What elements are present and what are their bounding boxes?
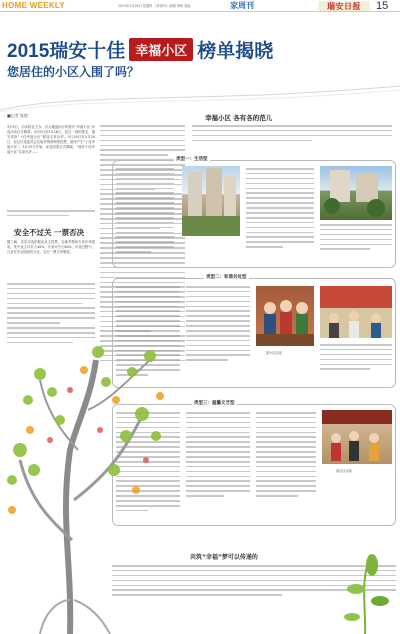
panel-title: 幸福小区 各有各的范儿 [205,114,273,122]
headline-part1: 2015瑞安十佳 [7,40,126,62]
type1-label: 类型一：生活型 [176,157,208,162]
headline [7,36,273,62]
type1-text-left [116,168,174,258]
intro-paragraph: 3月9日，由本报社主办、各大楼盘协办的瑞安“幸福小区”评选活动拉开帷幕。3月9日至3月16日，经过一周的报名，瑞安首批“十佳幸福小区”候选名单出炉。3月18日至3月20日，经过评选委员会实地考察和网络投票，最终产生“十佳幸福小区”。3月23日开始，评选结果正式揭晓，“瑞安十佳幸福小区”名单出炉…… [7,125,95,154]
type3-label: 类型三：温馨文艺型 [194,401,235,406]
type1-text-mid [246,168,314,258]
section-title: 家周刊 [230,1,254,10]
newspaper-masthead: 瑞安日报 [318,1,370,11]
type3-caption: 某社区活动 [336,469,352,473]
type2-text-mid [186,286,250,382]
section-label: HOME WEEKLY [2,1,66,10]
subtitle: 您居住的小区入围了吗？ [7,65,140,79]
type2-text-right [320,344,392,382]
swirl-decoration [0,82,400,112]
intro-text-lines [7,210,95,220]
type2-activity-photo [256,286,314,346]
type2-caption: 某小区活动 [266,351,282,355]
leaf-decoration [330,545,400,634]
date-line: 2015年3月26日 星期四 《家周刊》编辑 审核 美编 [118,4,191,8]
section-heading: 安全不过关 一票否决 [14,228,85,237]
byline: ■记者 陈艳 [7,113,29,118]
bottom-title: 共筑“幸福”梦可以传递的 [190,554,258,561]
type1-building-photo [182,166,240,236]
type2-community-photo [320,286,392,338]
page-number: 15 [376,0,389,12]
type3-event-photo [322,410,392,464]
type1-text-right [320,224,392,262]
headline-badge: 幸福小区 [129,38,193,61]
type3-text-right [256,412,316,520]
panel-intro-lines [192,125,392,149]
type2-label: 类型二：和谐共处型 [206,275,247,280]
headline-part2: 榜单揭晓 [197,40,274,62]
page-header [0,0,400,12]
type3-text-mid [186,412,250,520]
section2-paragraph: 据了解，本次评选依据由业主投票、实地考察和专家评审组成，其中业主评价占40%，专家评分占60%。评选过程中，凡存在安全隐患的小区，实行一票否决制度。 [7,240,95,254]
type1-garden-photo [320,166,392,220]
